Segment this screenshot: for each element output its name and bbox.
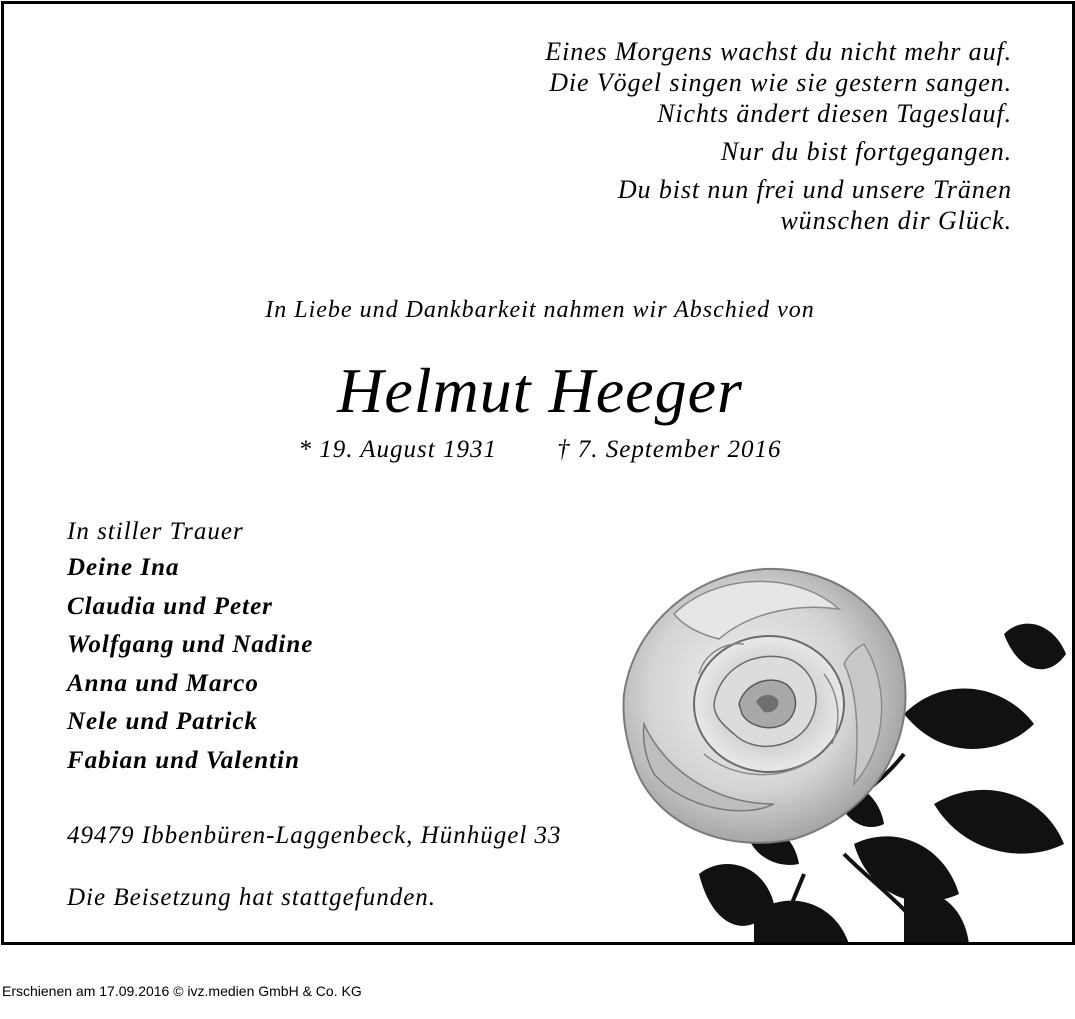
white-rose-icon — [604, 554, 1075, 944]
deceased-name: Helmut Heeger — [337, 355, 743, 426]
obituary-frame — [1, 1, 1075, 945]
life-dates — [4, 436, 1075, 464]
mourner-name: Wolfgang und Nadine — [67, 631, 314, 659]
death-date: † 7. September 2016 — [556, 436, 782, 463]
mourners-heading: In stiller Trauer — [67, 518, 244, 545]
mourners-list — [67, 514, 313, 781]
mourner-name: Fabian und Valentin — [67, 746, 300, 774]
mourner-name: Anna und Marco — [67, 669, 259, 697]
poem-line: Die Vögel singen wie sie gestern sangen. — [549, 68, 1012, 97]
poem-stanza-2 — [545, 136, 1012, 167]
poem — [545, 36, 1012, 243]
burial-note: Die Beisetzung hat stattgefunden. — [67, 884, 437, 911]
birth-date: * 19. August 1931 — [298, 436, 497, 463]
poem-stanza-1 — [545, 36, 1012, 129]
mourner-name: Deine Ina — [67, 554, 180, 581]
poem-line: wünschen dir Glück. — [780, 206, 1012, 235]
poem-line: Eines Morgens wachst du nicht mehr auf. — [545, 37, 1012, 66]
publication-footer: Erschienen am 17.09.2016 © ivz.medien GmbH & Co. KG — [2, 983, 362, 999]
farewell-intro: In Liebe und Dankbarkeit nahmen wir Abschied von — [265, 297, 815, 323]
mourner-name: Claudia und Peter — [67, 592, 273, 620]
poem-line: Nichts ändert diesen Tageslauf. — [657, 99, 1012, 128]
poem-stanza-3 — [545, 174, 1012, 236]
poem-line: Du bist nun frei und unsere Tränen — [617, 175, 1012, 204]
family-address: 49479 Ibbenbüren-Laggenbeck, Hünhügel 33 — [67, 822, 562, 849]
poem-line: Nur du bist fortgegangen. — [720, 137, 1012, 166]
mourner-name: Nele und Patrick — [67, 708, 258, 736]
